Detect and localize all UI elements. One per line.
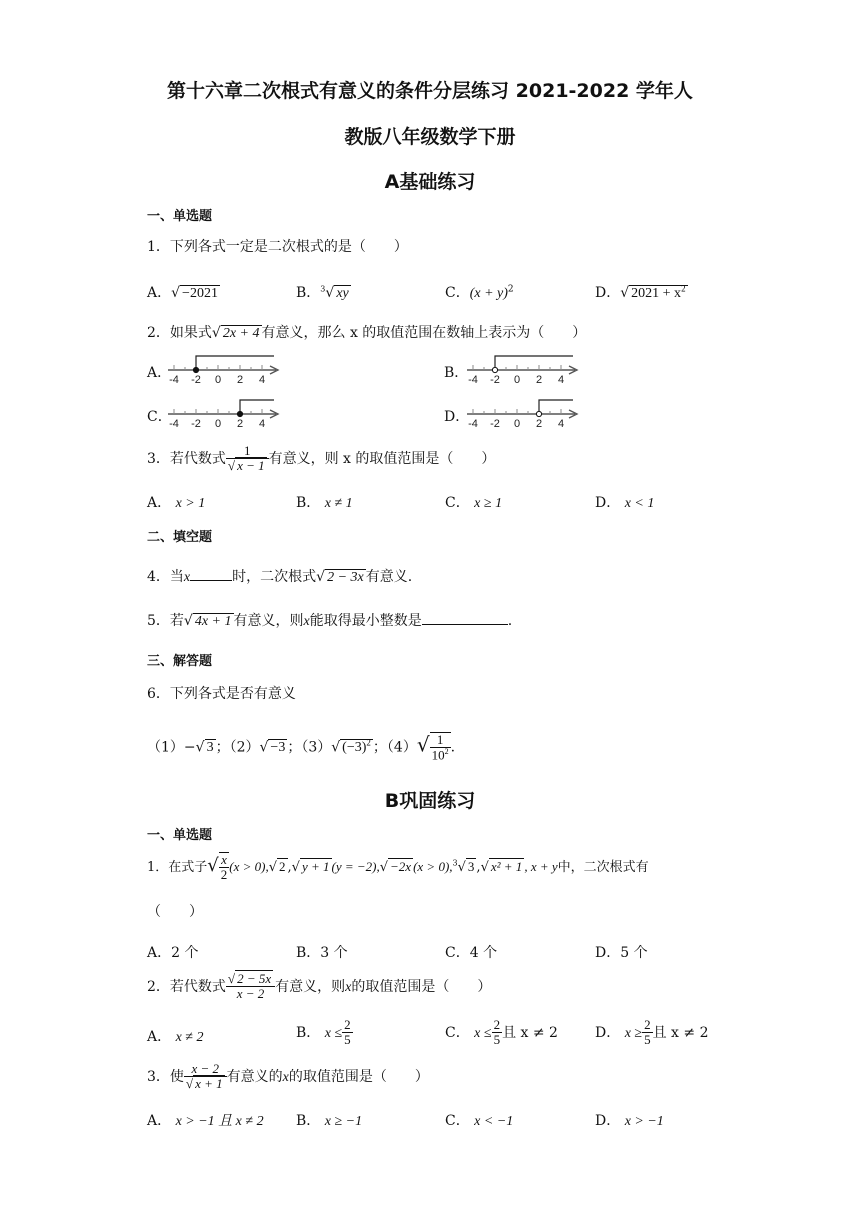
a-q2-option-b-label: B． <box>444 365 469 381</box>
a-section-fill-blank: 二、填空题 <box>147 530 213 545</box>
a-q1-option-d: D．√ $2021 + x^2$ <box>595 283 686 301</box>
endpoint-marker <box>237 411 242 416</box>
b-q3-option-a: A． x > −1 且 x ≠ 2 <box>147 1113 264 1129</box>
a-q4-blank <box>190 566 232 581</box>
tick-label: 2 <box>236 418 244 430</box>
number-line-a <box>166 352 286 388</box>
b-q3-option-c: C． x < −1 <box>445 1113 514 1129</box>
tick-label: -4 <box>468 418 478 430</box>
a-q5-stem: 5．若√ 4x + 1 有意义，则x能取得最小整数是 . <box>147 610 512 630</box>
tick-label: 0 <box>214 374 222 386</box>
a-q3-option-b: B． x ≠ 1 <box>296 495 353 511</box>
a-q3-stem: 3．若代数式 $\frac{1}{√ x - 1}$ 有意义，则 x 的取值范围是（ ） <box>147 443 496 474</box>
b-q3-option-d: D． x > −1 <box>595 1113 664 1129</box>
a-q4-stem: 4．当x 时，二次根式√ 2 − 3x 有意义. <box>147 566 412 586</box>
number-line-c <box>166 396 286 432</box>
b-q2-stem: 2．若代数式 $\frac{√ 2 - 5x}{x - 2}$ 有意义，则x的取值范围是（ ） <box>147 971 492 1002</box>
b-q1-option-a: A．2 个 <box>147 945 199 961</box>
b-q3-stem: 3．使 $\frac{x - 2}{√ x + 1}$ 有意义的x的取值范围是（ ） <box>147 1061 429 1092</box>
tick-label: 0 <box>513 374 521 386</box>
b-q3-option-b: B． x ≥ −1 <box>296 1113 363 1129</box>
tick-label: 2 <box>535 374 543 386</box>
a-q5-blank <box>422 610 508 625</box>
tick-label: 0 <box>513 418 521 430</box>
tick-label: -4 <box>169 418 179 430</box>
tick-label: 0 <box>214 418 222 430</box>
section-a-heading: A基础练习 <box>384 171 476 193</box>
a-q2-option-d-label: D． <box>444 409 470 425</box>
tick-label: 4 <box>258 374 266 386</box>
a-q1-option-a: A．√ −2021 <box>147 285 218 301</box>
number-line-b <box>465 352 585 388</box>
a-q2-stem: 2．如果式√ 2x + 4 有意义，那么 x 的取值范围在数轴上表示为（ ） <box>147 325 587 341</box>
endpoint-marker <box>492 367 497 372</box>
tick-label: 2 <box>535 418 543 430</box>
a-q3-option-a: A． x > 1 <box>147 495 206 511</box>
tick-label: 4 <box>557 374 565 386</box>
a-q1-option-c: C．$(x + y)^2$ <box>445 284 514 301</box>
section-b-heading: B巩固练习 <box>384 790 476 812</box>
b-q1-option-c: C．4 个 <box>445 945 498 961</box>
b-q1-option-d: D．5 个 <box>595 945 648 961</box>
b-q1-option-b: B．3 个 <box>296 945 348 961</box>
tick-label: 2 <box>236 374 244 386</box>
b-q2-option-d: D． x ≥ $\frac{2}{5}$ 且 x ≠ 2 <box>595 1017 709 1048</box>
tick-label: -2 <box>490 374 500 386</box>
tick-label: -2 <box>490 418 500 430</box>
tick-label: 4 <box>557 418 565 430</box>
b-q2-option-c: C． x ≤ $\frac{2}{5}$ 且 x ≠ 2 <box>445 1017 558 1048</box>
tick-label: -2 <box>191 418 201 430</box>
tick-label: -2 <box>191 374 201 386</box>
tick-label: -4 <box>169 374 179 386</box>
tick-label: 4 <box>258 418 266 430</box>
number-line-d <box>465 396 585 432</box>
a-section-single-choice: 一、单选题 <box>147 209 213 224</box>
solution-ray <box>539 400 573 414</box>
solution-ray <box>240 400 274 414</box>
b-q1-paren: （ ） <box>147 904 203 920</box>
a-q2-option-c-label: C． <box>147 409 172 425</box>
b-q1-stem: 1．在式子√ $\frac{x}{2}$ (x > 0),√ 2 ,√ y + 1 (y = −2),√ −2x (x > 0),$^3$√ 3 ,√ x² + 1 , x + y中，二次根式有 <box>147 852 649 883</box>
tick-label: -4 <box>468 374 478 386</box>
a-q6-parts: （1）−√ 3 ；（2）√ −3 ；（3）√ $(-3)^2$ ；（4）√ $\frac{1}{10^2}$ . <box>147 732 456 763</box>
a-q1-stem: 1．下列各式一定是二次根式的是（ ） <box>147 239 408 255</box>
endpoint-marker <box>193 367 198 372</box>
a-q3-option-d: D． x < 1 <box>595 495 655 511</box>
b-q2-option-a: A． x ≠ 2 <box>147 1029 204 1045</box>
a-q6-stem: 6．下列各式是否有意义 <box>147 686 296 702</box>
b-q2-option-b: B． x ≤ $\frac{2}{5}$ <box>296 1017 351 1048</box>
doc-title-line2: 教版八年级数学下册 <box>344 126 516 148</box>
b-section-single-choice: 一、单选题 <box>147 828 213 843</box>
a-section-solve: 三、解答题 <box>147 654 213 669</box>
a-q3-option-c: C． x ≥ 1 <box>445 495 503 511</box>
a-q2-option-a-label: A． <box>147 365 172 381</box>
endpoint-marker <box>536 411 541 416</box>
a-q1-option-b: B．$^3$√ xy <box>296 284 349 301</box>
doc-title-line1: 第十六章二次根式有意义的条件分层练习 2021-2022 学年人 <box>167 80 693 102</box>
